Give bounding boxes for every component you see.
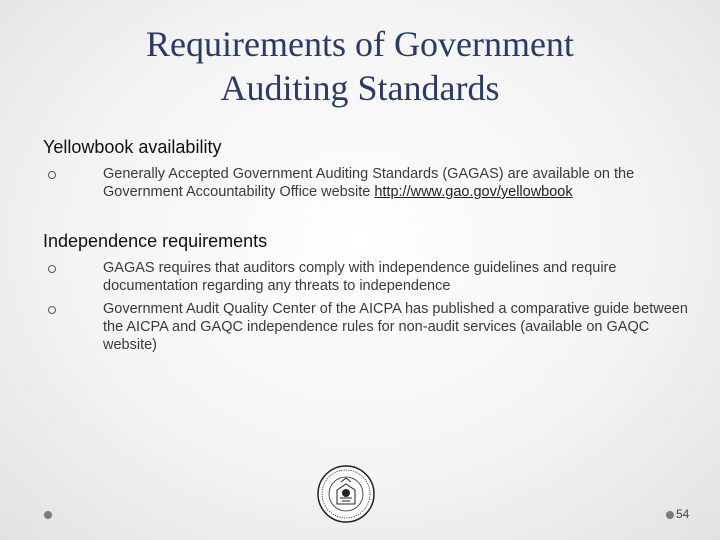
bullet-marker [48,306,56,314]
section-heading-independence: Independence requirements [43,231,268,251]
bullet-gagas-independence [48,259,696,295]
bullet-marker [48,171,56,179]
state-seal-icon [316,464,376,524]
bullet-gaqc-guide [48,300,696,354]
bullet-text: Government Audit Quality Center of the AICPA has published a comparative guide between the AICPA and GAQC independence rules for non-audit services (available on GAQC website) [103,301,688,353]
bullet-marker [48,265,56,273]
bullet-text: Generally Accepted Government Auditing Standards (GAGAS) are available on the Government Accountability Office website [103,166,635,200]
slide-title [40,22,680,110]
title-line-1: Requirements of Government [146,24,574,64]
section-heading-yellowbook: Yellowbook availability [43,137,222,157]
footer-dot-right [666,511,674,519]
page-number: 54 [676,507,690,521]
bullet-text: GAGAS requires that auditors comply with independence guidelines and require documentation regarding any threats to independence [103,260,617,294]
title-line-2: Auditing Standards [220,68,500,108]
gao-yellowbook-link[interactable]: http://www.gao.gov/yellowbook [374,184,573,200]
footer-dot-left [44,511,52,519]
bullet-yellowbook-availability [48,165,696,201]
